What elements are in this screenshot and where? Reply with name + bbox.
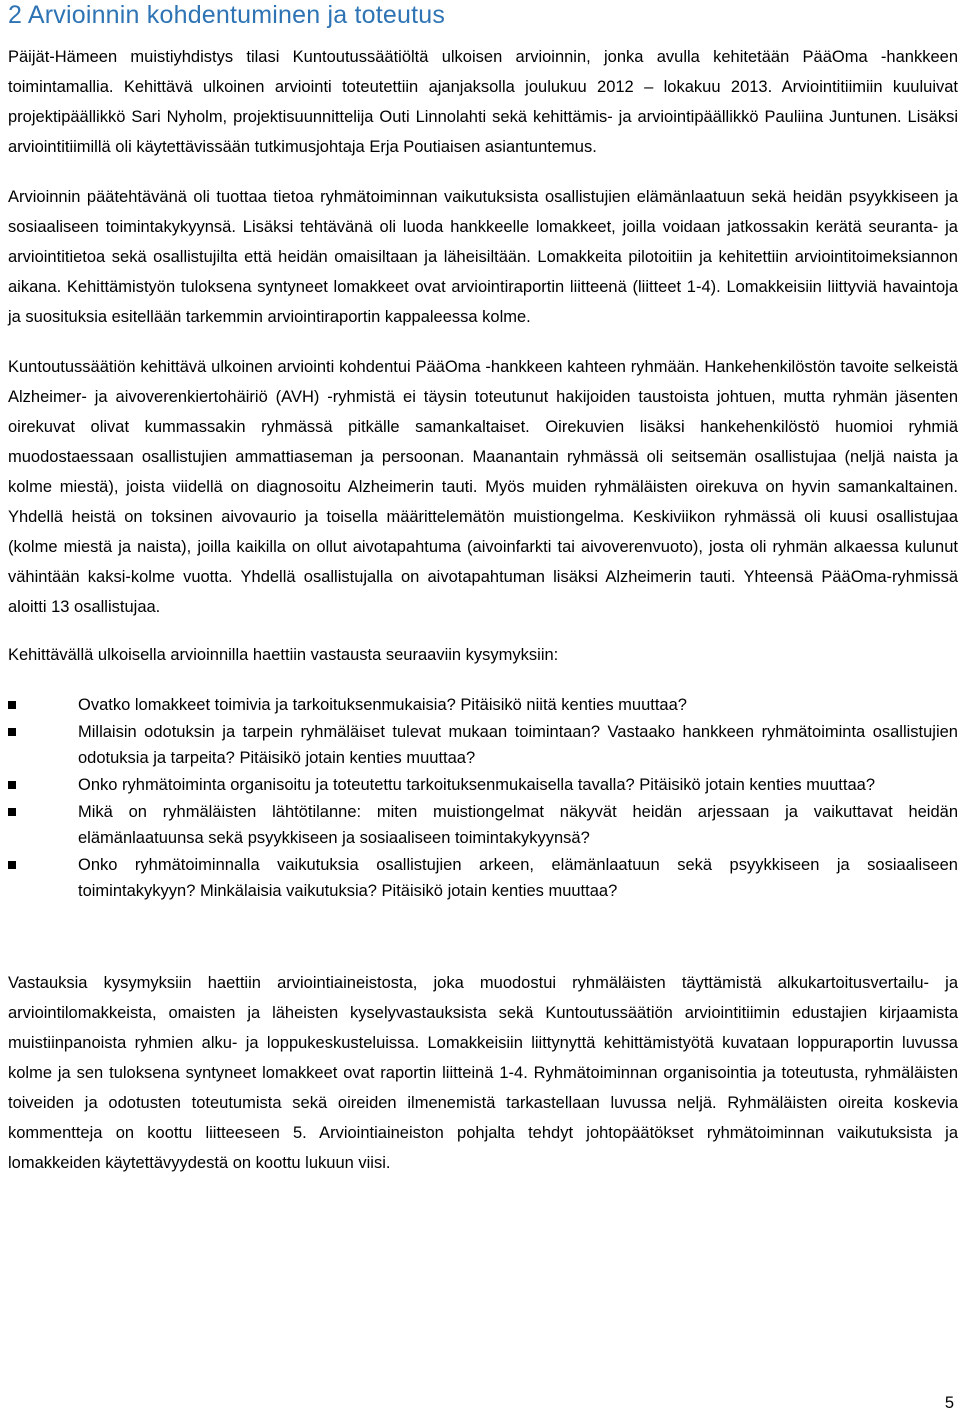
paragraph-questions-intro: Kehittävällä ulkoisella arvioinnilla haettiin vastausta seuraaviin kysymyksiin: [8,646,559,664]
list-item [8,692,958,718]
question-text: Onko ryhmätoiminnalla vaikutuksia osallistujien arkeen, elämänlaatuun sekä psyykkiseen ja sosiaaliseen toimintakykyyn? Minkälaisia vaikutuksia? Pitäisikö jotain kenties muuttaa? [78,856,958,900]
paragraph-main-task: Arvioinnin päätehtävänä oli tuottaa tietoa ryhmätoiminnan vaikutuksista osallistujien elämänlaatuun sekä heidän psyykkiseen ja sosiaaliseen toimintakykyynsä. Lisäksi tehtävänä oli luoda hankkeelle lomakkeet, joilla voidaan jatkossakin kerätä seuranta- ja arviointitietoa sekä osallistujilta että heidän omaisiltaan ja läheisiltään. Lomakkeita pilotoitiin ja kehitettiin arviointitoimeksiannon aikana. Kehittämistyön tuloksena syntyneet lomakkeet ovat arviointiraportin liitteenä (liitteet 1-4). Lomakkeisiin liittyviä havaintoja ja suosituksia esitellään tarkemmin arviointiraportin kappaleessa kolme. [8,188,958,326]
bullet-square-icon [8,701,16,709]
list-item [8,852,958,904]
list-item [8,772,958,798]
list-item [8,799,958,851]
bullet-square-icon [8,728,16,736]
question-text: Mikä on ryhmäläisten lähtötilanne: miten muistiongelmat näkyvät heidän arjessaan ja vaikuttavat heidän elämänlaatuunsa sekä psyykkiseen ja sosiaaliseen toimintakykyynsä? [78,803,958,847]
question-text: Onko ryhmätoiminta organisoitu ja toteutettu tarkoituksenmukaisella tavalla? Pitäisikö jotain kenties muuttaa? [78,776,876,794]
paragraph-groups: Kuntoutussäätiön kehittävä ulkoinen arviointi kohdentui PääOma -hankkeen kahteen ryhmään. Hankehenkilöstön tavoite selkeistä Alzheimer- ja aivoverenkiertohäiriö (AVH) -ryhmistä ei täysin toteutunut hakijoiden taustoista johtuen, mutta ryhmän jäsenten oirekuvat olivat kummassakin ryhmässä pitkälle samankaltaiset. Oirekuvien lisäksi hankehenkilöstö huomioi ryhmiä muodostaessaan osallistujien ammattiaseman ja persoonan. Maanantain ryhmässä oli seitsemän osallistujaa (neljä naista ja kolme miestä), joista viidellä on diagnosoitu Alzheimerin tauti. Myös muiden ryhmäläisten oirekuva on hyvin samankaltainen. Yhdellä heistä on toksinen aivovaurio ja toisella määrittelemätön muistiongelma. Keskiviikon ryhmässä oli kuusi osallistujaa (kolme miestä ja naista), joilla kaikilla on ollut aivotapahtuma (aivoinfarkti tai aivoverenvuoto), josta oli ryhmän alkaessa kulunut vähintään kaksi-kolme vuotta. Yhdellä osallistujalla on aivotapahtuman lisäksi Alzheimerin tauti. Yhteensä PääOma-ryhmissä aloitti 13 osallistujaa. [8,358,958,616]
question-list [8,692,958,904]
list-item [8,719,958,771]
paragraph-answers: Vastauksia kysymyksiin haettiin arviointiaineistosta, joka muodostui ryhmäläisten täyttämistä alkukartoitusvertailu- ja arviointilomakkeista, omaisten ja läheisten kyselyvastauksista sekä Kuntoutussäätiön arviointitiimin edustajien kirjaamista muistiinpanoista ryhmien alku- ja loppukeskusteluissa. Lomakkeisiin liittynyttä kehittämistyötä kuvataan loppuraportin luvussa kolme ja sen tuloksena syntyneet lomakkeet ovat raportin liitteinä 1-4. Ryhmätoiminnan organisointia ja toteutusta, ryhmäläisten toiveiden ja odotusten toteutumista sekä oireiden ilmenemistä tarkastellaan luvussa neljä. Ryhmäläisten oireita koskevia kommentteja on koottu liitteeseen 5. Arviointiaineiston pohjalta tehdyt johtopäätökset ryhmätoiminnan vaikutuksista ja lomakkeiden käytettävyydestä on koottu lukuun viisi. [8,974,958,1172]
bullet-square-icon [8,808,16,816]
bullet-square-icon [8,781,16,789]
paragraph-intro: Päijät-Hämeen muistiyhdistys tilasi Kuntoutussäätiöltä ulkoisen arvioinnin, jonka avulla kehitetään PääOma -hankkeen toimintamallia. Kehittävä ulkoinen arviointi toteutettiin ajanjaksolla joulukuu 2012 – lokakuu 2013. Arviointitiimiin kuuluivat projektipäällikkö Sari Nyholm, projektisuunnittelija Outi Linnolahti sekä kehittämis- ja arviointipäällikkö Pauliina Juntunen. Lisäksi arviointitiimillä oli käytettävissään tutkimusjohtaja Erja Poutiaisen asiantuntemus. [8,48,958,156]
question-text: Millaisin odotuksin ja tarpein ryhmäläiset tulevat mukaan toimintaan? Vastaako hankkeen ryhmätoiminta osallistujien odotuksia ja tarpeita? Pitäisikö jotain kenties muuttaa? [78,723,958,767]
document-page [8,0,958,1178]
page-number: 5 [944,1394,954,1412]
bullet-square-icon [8,861,16,869]
section-heading: 2 Arvioinnin kohdentuminen ja toteutus [8,1,446,29]
question-text: Ovatko lomakkeet toimivia ja tarkoituksenmukaisia? Pitäisikö niitä kenties muuttaa? [78,696,687,714]
